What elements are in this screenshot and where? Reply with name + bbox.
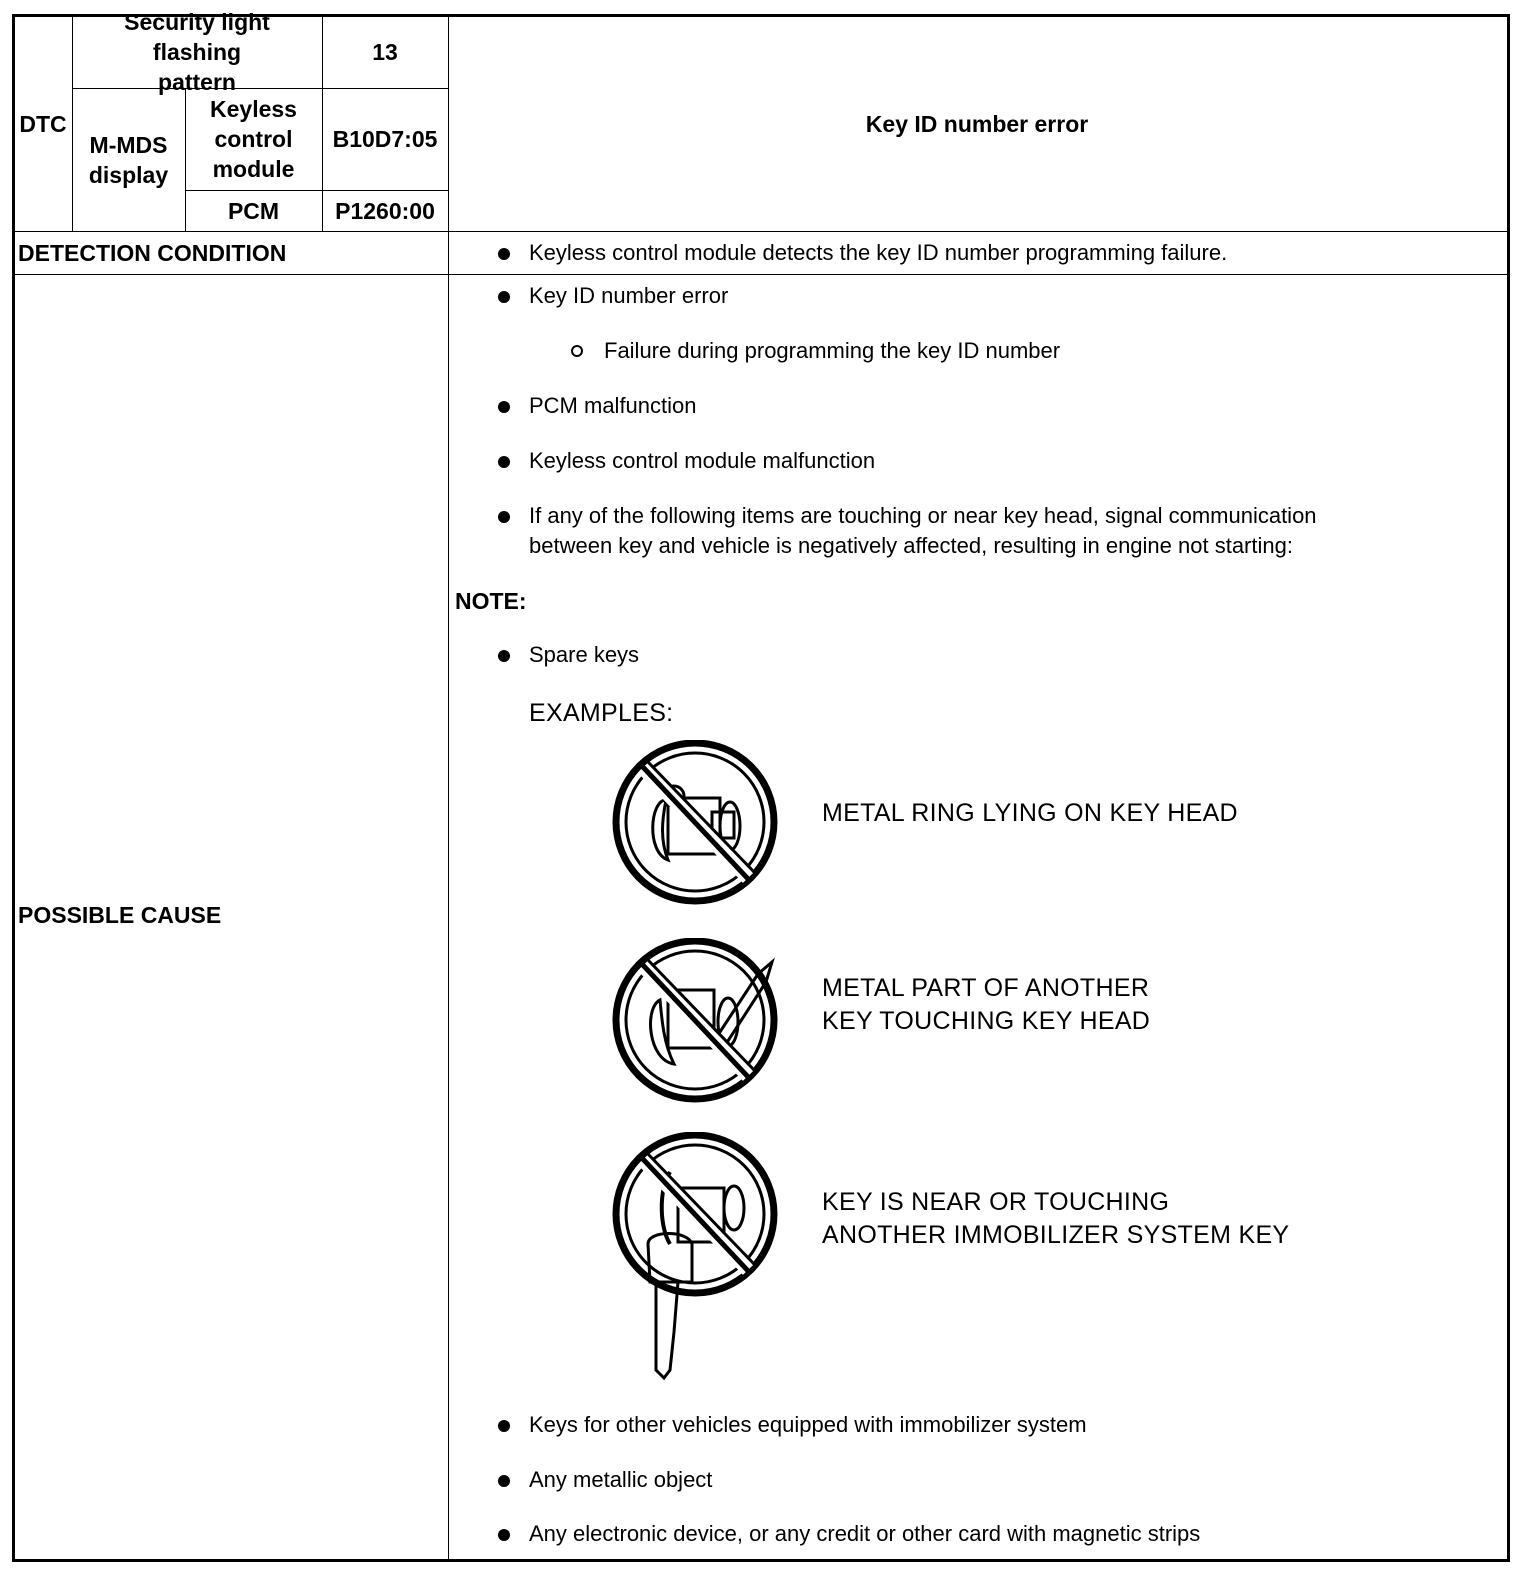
pcm-code: P1260:00 [335,198,435,224]
security-light-label: Security light flashing pattern [124,9,270,95]
note-item: Keys for other vehicles equipped with immobilizer system [529,1412,1087,1437]
note-label: NOTE: [455,588,527,614]
mmds-label: M-MDS display [88,132,169,188]
cause-item: Keyless control module malfunction [529,448,876,473]
bullet-icon [498,248,510,260]
page-title: Key ID number error [865,111,1089,137]
grid-line [448,16,449,1561]
bullet-icon [498,401,510,413]
metal-part-prohibited-icon [608,938,784,1104]
examples-label: EXAMPLES: [529,699,674,727]
possible-cause-label: POSSIBLE CAUSE [18,902,222,928]
detection-condition-label: DETECTION CONDITION [18,240,287,266]
example-label-continued: ANOTHER IMMOBILIZER SYSTEM KEY [822,1221,1290,1249]
metal-ring-prohibited-icon [608,740,784,906]
bullet-icon [498,456,510,468]
pcm-label: PCM [227,198,280,224]
example-label: METAL PART OF ANOTHER [822,974,1150,1002]
example-label: METAL RING LYING ON KEY HEAD [822,799,1238,827]
cause-item: Key ID number error [529,283,729,308]
dtc-label: DTC [19,111,67,137]
bullet-icon [498,291,510,303]
bullet-icon [498,1475,510,1487]
cause-item: PCM malfunction [529,393,697,418]
bullet-icon [498,1529,510,1541]
detection-condition-text: Keyless control module detects the key ID number programming failure. [529,240,1228,265]
example-label-continued: KEY TOUCHING KEY HEAD [822,1007,1151,1035]
cause-item-continued: between key and vehicle is negatively affected, resulting in engine not starting: [529,533,1293,558]
bullet-icon [498,650,510,662]
keyless-code: B10D7:05 [332,126,438,152]
note-item: Any metallic object [529,1467,713,1492]
cause-item: If any of the following items are touching or near key head, signal communication [529,503,1317,528]
bullet-icon [498,511,510,523]
grid-line [14,274,1508,275]
cause-sub-item: Failure during programming the key ID number [604,338,1061,363]
near-other-key-prohibited-icon [608,1132,784,1382]
note-item: Spare keys [529,642,640,667]
security-light-value: 13 [372,39,398,65]
note-item: Any electronic device, or any credit or other card with magnetic strips [529,1521,1201,1546]
example-label: KEY IS NEAR OR TOUCHING [822,1188,1170,1216]
keyless-label: Keyless control module [210,96,297,182]
sub-bullet-icon [571,345,583,357]
bullet-icon [498,1420,510,1432]
